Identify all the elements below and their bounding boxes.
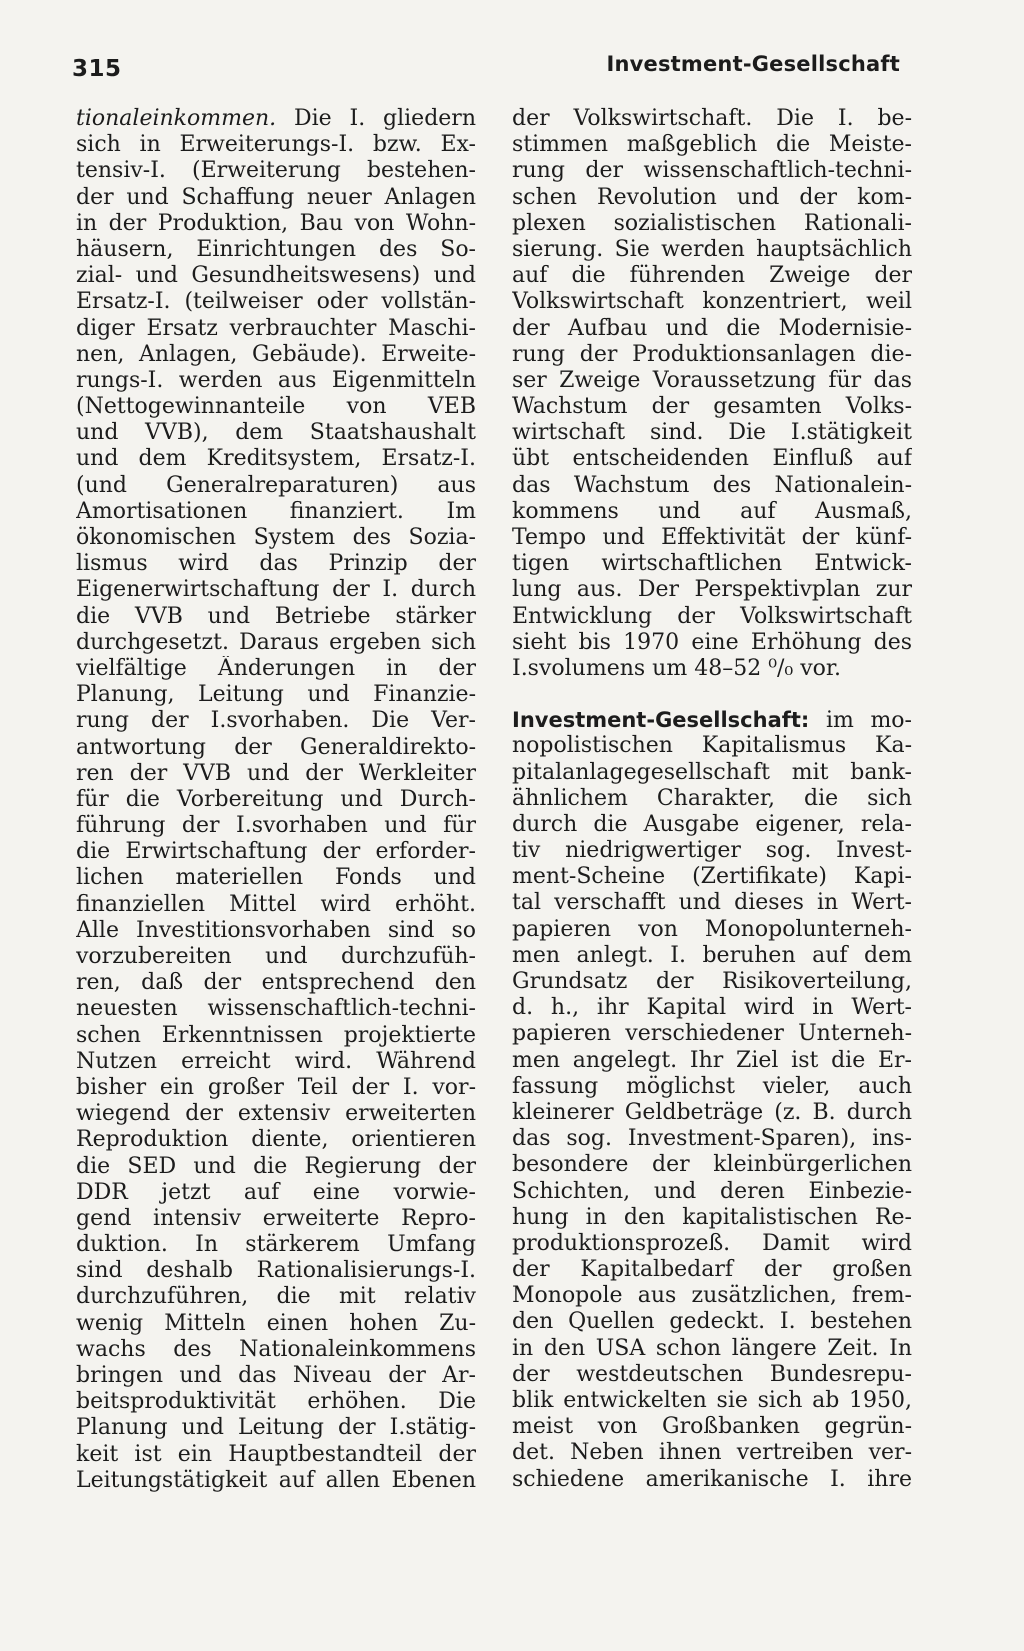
text-line: meist von Großbanken gegrün-: [512, 1414, 912, 1440]
text-line: nopolistischen Kapitalismus Ka-: [512, 733, 912, 759]
text-line: Reproduktion diente, orientieren: [76, 1127, 476, 1153]
text-line: tensiv-I. (Erweiterung bestehen-: [76, 158, 476, 184]
text-line: besondere der kleinbürgerlichen: [512, 1152, 912, 1178]
text-line: det. Neben ihnen vertreiben ver-: [512, 1440, 912, 1466]
paragraph-gap: [512, 682, 912, 707]
text-line: Tempo und Effektivität der künf-: [512, 525, 912, 550]
text-line: bisher ein großer Teil der I. vor-: [76, 1074, 476, 1100]
text-line: kommens und auf Ausmaß,: [512, 498, 912, 524]
text-line: plexen sozialistischen Rationali-: [512, 210, 912, 236]
text-line: die Erwirtschaftung der erforder-: [76, 839, 476, 865]
text-line: für die Vorbereitung und Durch-: [76, 786, 476, 812]
text-line: gend intensiv erweiterte Repro-: [76, 1205, 476, 1231]
text-line: lichen materiellen Fonds und: [76, 865, 476, 891]
text-line: pitalanlagegesellschaft mit bank-: [512, 759, 912, 785]
text-line: die SED und die Regierung der: [76, 1153, 476, 1179]
text-line: der Kapitalbedarf der großen: [512, 1257, 912, 1283]
italic-word: tionaleinkommen.: [76, 106, 277, 131]
text-line: vielfältige Änderungen in der: [76, 655, 476, 681]
entry-heading-line: [512, 707, 912, 733]
text-line: auf die führenden Zweige der: [512, 263, 912, 289]
text-line: Leitungstätigkeit auf allen Ebenen: [76, 1467, 476, 1493]
text-line: duktion. In stärkerem Umfang: [76, 1232, 476, 1258]
line-rest: Die I. gliedern: [276, 106, 476, 131]
text-line: sierung. Sie werden hauptsächlich: [512, 236, 912, 262]
text-line: rungs-I. werden aus Eigenmitteln: [76, 367, 476, 393]
right-column: [512, 106, 912, 1493]
text-line: stimmen maßgeblich die Meiste-: [512, 132, 912, 158]
text-line: ren, daß der entsprechend den: [76, 970, 476, 996]
text-line: d. h., ihr Kapital wird in Wert-: [512, 995, 912, 1021]
text-line: wachs des Nationaleinkommens: [76, 1336, 476, 1362]
text-line: tiv niedrigwertiger sog. Invest-: [512, 838, 912, 864]
text-line: den Quellen gedeckt. I. bestehen: [512, 1309, 912, 1335]
text-line: hung in den kapitalistischen Re-: [512, 1204, 912, 1230]
left-column: [76, 106, 476, 1494]
text-line: Volkswirtschaft konzentriert, weil: [512, 289, 912, 315]
text-line: ähnlichem Charakter, die sich: [512, 785, 912, 811]
text-line: schen Revolution und der kom-: [512, 184, 912, 210]
text-line: schen Erkenntnissen projektierte: [76, 1022, 476, 1048]
text-line: I.svolumens um 48–52 ⁰/₀ vor.: [512, 655, 842, 681]
right-lines-part1: [512, 106, 912, 682]
text-line: durch die Ausgabe eigener, rela-: [512, 811, 912, 837]
text-line: [76, 106, 476, 132]
text-line: Ersatz-I. (teilweiser oder vollstän-: [76, 289, 476, 315]
page-number: 315: [72, 56, 122, 82]
text-line: Eigenerwirtschaftung der I. durch: [76, 577, 476, 603]
text-line: die VVB und Betriebe stärker: [76, 603, 476, 629]
text-line: übt entscheidenden Einfluß auf: [512, 446, 912, 472]
text-line: sich in Erweiterungs-I. bzw. Ex-: [76, 132, 476, 158]
text-line: und VVB), dem Staatshaushalt: [76, 420, 476, 446]
text-line: ren der VVB und der Werkleiter: [76, 760, 476, 786]
text-line: nen, Anlagen, Gebäude). Erweite-: [76, 341, 476, 367]
text-line: schiedene amerikanische I. ihre: [512, 1466, 912, 1492]
left-lines: [76, 132, 476, 1494]
text-line: produktionsprozeß. Damit wird: [512, 1230, 912, 1256]
text-line: Alle Investitionsvorhaben sind so: [76, 917, 476, 943]
text-line: DDR jetzt auf eine vorwie-: [76, 1179, 476, 1205]
text-line: in den USA schon längere Zeit. In: [512, 1335, 912, 1361]
text-line: Monopole aus zusätzlichen, frem-: [512, 1283, 912, 1309]
text-line: tal verschafft und dieses in Wert-: [512, 890, 912, 916]
text-line: lung aus. Der Perspektivplan zur: [512, 577, 912, 603]
text-line: der Volkswirtschaft. Die I. be-: [512, 106, 912, 131]
text-line: das sog. Investment-Sparen), ins-: [512, 1126, 912, 1152]
text-line: Wachstum der gesamten Volks-: [512, 394, 912, 420]
text-line: Planung und Leitung der I.stätig-: [76, 1415, 476, 1441]
text-line: der Aufbau und die Modernisie-: [512, 315, 912, 341]
text-line: häusern, Einrichtungen des So-: [76, 236, 476, 262]
text-line: papieren von Monopolunterneh-: [512, 916, 912, 942]
text-line: tigen wirtschaftlichen Entwick-: [512, 551, 912, 577]
running-head: Investment-Gesellschaft: [606, 52, 900, 76]
entry-term: Investment-Gesellschaft:: [512, 708, 810, 733]
text-line: Schichten, und deren Einbezie-: [512, 1178, 912, 1204]
text-line: Nutzen erreicht wird. Während: [76, 1048, 476, 1074]
text-line: lismus wird das Prinzip der: [76, 551, 476, 577]
text-line: Amortisationen finanziert. Im: [76, 498, 476, 524]
text-line: und dem Kreditsystem, Ersatz-I.: [76, 446, 476, 472]
text-line: in der Produktion, Bau von Wohn-: [76, 210, 476, 236]
text-line: der westdeutschen Bundesrepu-: [512, 1361, 912, 1387]
text-line: sieht bis 1970 eine Erhöhung des: [512, 629, 912, 655]
text-line: führung der I.svorhaben und für: [76, 813, 476, 839]
text-line: das Wachstum des Nationalein-: [512, 472, 912, 498]
text-line: neuesten wissenschaftlich-techni-: [76, 996, 476, 1022]
text-line: fassung möglichst vieler, auch: [512, 1073, 912, 1099]
text-line: men anlegt. I. beruhen auf dem: [512, 942, 912, 968]
line-rest: im mo-: [809, 708, 912, 734]
text-line: ment-Scheine (Zertifikate) Kapi-: [512, 864, 912, 890]
text-line: ökonomischen System des Sozia-: [76, 525, 476, 550]
text-line: vorzubereiten und durchzufüh-: [76, 944, 476, 969]
text-line: Entwicklung der Volkswirtschaft: [512, 603, 912, 629]
text-line: beitsproduktivität erhöhen. Die: [76, 1389, 476, 1415]
text-line: wirtschaft sind. Die I.stätigkeit: [512, 420, 912, 446]
text-line: antwortung der Generaldirekto-: [76, 734, 476, 760]
text-line: durchzuführen, die mit relativ: [76, 1284, 476, 1310]
text-line: (und Generalreparaturen) aus: [76, 472, 476, 498]
text-line: wenig Mitteln einen hohen Zu-: [76, 1310, 476, 1336]
text-line: der und Schaffung neuer Anlagen: [76, 184, 476, 210]
text-line: rung der I.svorhaben. Die Ver-: [76, 708, 476, 734]
text-line: kleinerer Geldbeträge (z. B. durch: [512, 1099, 912, 1125]
text-line: keit ist ein Hauptbestandteil der: [76, 1441, 476, 1467]
text-line: papieren verschiedener Unterneh-: [512, 1021, 912, 1047]
text-line: sind deshalb Rationalisierungs-I.: [76, 1258, 476, 1284]
text-line: diger Ersatz verbrauchter Maschi-: [76, 315, 476, 341]
text-line: blik entwickelten sie sich ab 1950,: [512, 1388, 912, 1413]
text-line: bringen und das Niveau der Ar-: [76, 1363, 476, 1388]
text-line: (Nettogewinnanteile von VEB: [76, 394, 476, 420]
text-line: Planung, Leitung und Finanzie-: [76, 682, 476, 708]
text-line: zial- und Gesundheitswesens) und: [76, 263, 476, 289]
text-line: men angelegt. Ihr Ziel ist die Er-: [512, 1047, 912, 1073]
text-line: ser Zweige Voraussetzung für das: [512, 367, 912, 393]
text-line: durchgesetzt. Daraus ergeben sich: [76, 629, 476, 655]
text-line: wiegend der extensiv erweiterten: [76, 1101, 476, 1127]
text-line: rung der Produktionsanlagen die-: [512, 341, 912, 367]
right-lines-part2: [512, 733, 912, 1492]
text-line: Grundsatz der Risikoverteilung,: [512, 969, 912, 994]
text-line: rung der wissenschaftlich-techni-: [512, 158, 912, 184]
text-line: finanziellen Mittel wird erhöht.: [76, 891, 476, 917]
